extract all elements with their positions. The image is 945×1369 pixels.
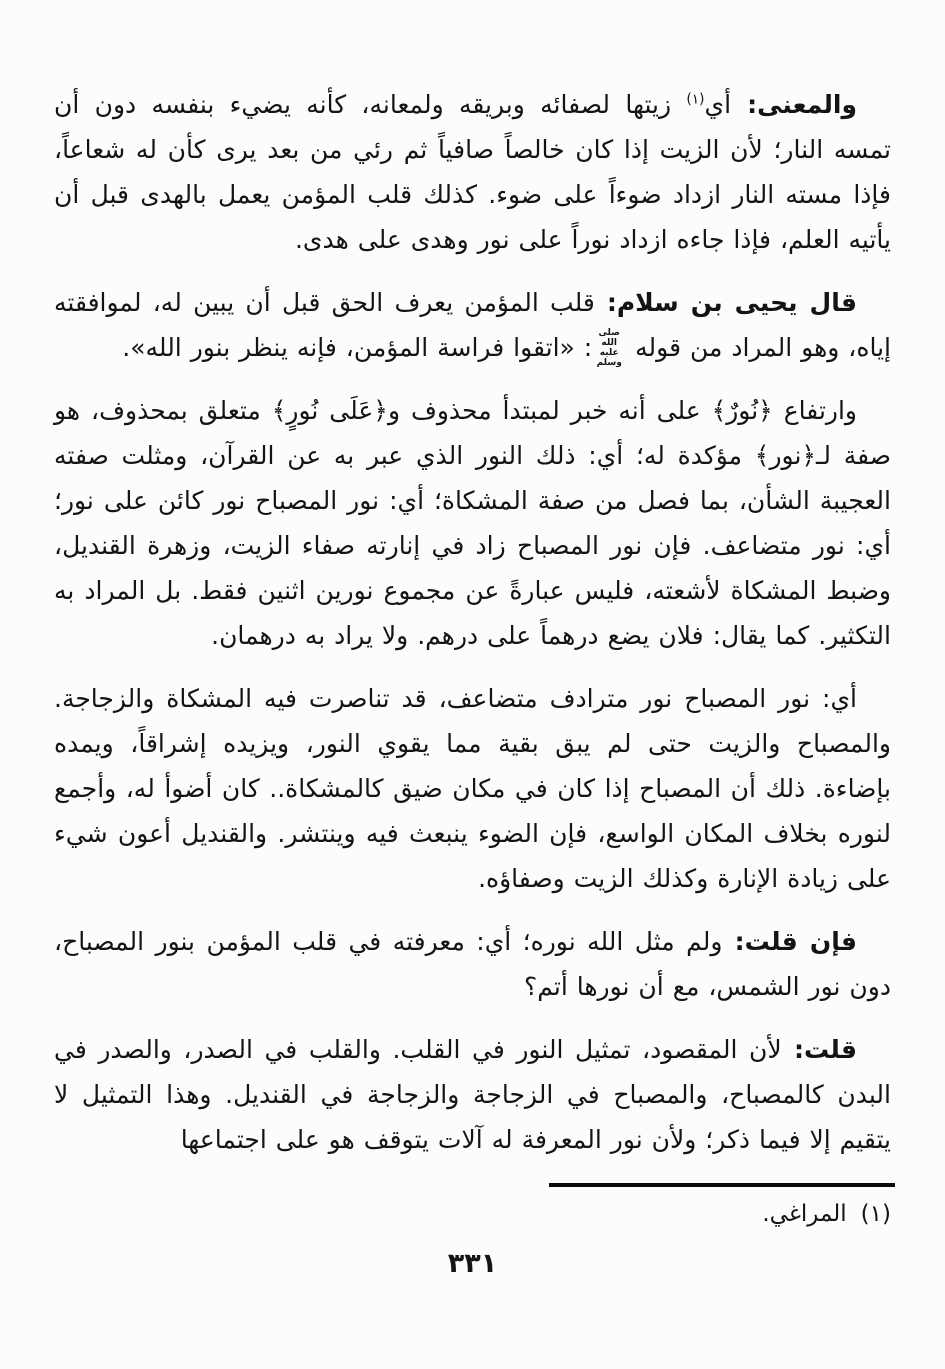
paragraph-text: أي: نور المصباح نور مترادف متضاعف، قد تناصرت فيه المشكاة والزجاجة. والمصباح والزيت حتى لم يبق بقية مما يقوي النور، ويزيده إشراقاً، ويمده بإضاءة. ذلك أن المصباح إذا كان في مكان ضيق كالمشكاة.. كان أضوأ له، وأجمع لنوره بخلاف المكان الواسع، فإن الضوء ينبعث فيه وينتشر. والقنديل أعون شيء على زيادة الإنارة وكذلك الزيت وصفاؤه. bbox=[54, 684, 891, 893]
footnote-reference: (١) bbox=[686, 91, 705, 108]
paragraph-question bbox=[54, 919, 891, 1009]
paragraph-grammar-analysis bbox=[54, 388, 891, 658]
paragraph-lead: والمعنى: bbox=[731, 90, 857, 119]
paragraph-text: ولم مثل الله نوره؛ أي: معرفته في قلب المؤمن بنور المصباح، دون نور الشمس، مع أن نورها أتم؟ bbox=[54, 927, 891, 1001]
paragraph-yahya-quote bbox=[54, 280, 891, 370]
footnote bbox=[549, 1187, 895, 1231]
footnote-marker: (١) bbox=[860, 1201, 891, 1227]
paragraph-lamp-light bbox=[54, 676, 891, 901]
paragraph-text: لأن المقصود، تمثيل النور في القلب. والقلب في الصدر، والصدر في البدن كالمصباح، والمصباح في الزجاجة والزجاجة في القنديل. وهذا التمثيل لا يتقيم إلا فيما ذكر؛ ولأن نور المعرفة له آلات يتوقف هو على اجتماعها bbox=[54, 1035, 891, 1154]
paragraph-text: قلب المؤمن يعرف الحق قبل أن يبين له، لموافقته إياه، وهو المراد من قوله bbox=[54, 288, 891, 362]
paragraph-lead: فإن قلت: bbox=[722, 927, 857, 956]
salawat-honorific-symbol: صلى الله عليه وسلم bbox=[596, 328, 622, 368]
footnote-area bbox=[549, 1183, 895, 1231]
paragraph-text: أي bbox=[704, 90, 732, 119]
paragraph-text: وارتفاع ﴿نُورٌ﴾ على أنه خبر لمبتدأ محذوف و﴿عَلَى نُورٍ﴾ متعلق بمحذوف، هو صفة لـ﴿نور﴾ مؤكدة له؛ أي: ذلك النور الذي عبر به عن القرآن، ومثلت صفته العجيبة الشأن، بما فصل من صفة المشكاة؛ أي: نور المصباح نور كائن على نور؛ أي: نور متضاعف. فإن نور المصباح زاد في إنارته صفاء الزيت، وزهرة القنديل، وضبط المشكاة لأشعته، فليس عبارةً عن مجموع نورين اثنين فقط. بل المراد به التكثير. كما يقال: فلان يضع درهماً على درهم. ولا يراد به درهمان. bbox=[54, 396, 891, 650]
footnote-text: المراغي. bbox=[762, 1201, 847, 1227]
paragraph-lead: قال يحيى بن سلام: bbox=[594, 288, 857, 317]
paragraph-lead: قلت: bbox=[781, 1035, 857, 1064]
paragraph-text: زيتها لصفائه وبريقه ولمعانه، كأنه يضيء بنفسه دون أن تمسه النار؛ لأن الزيت إذا كان خالصاً صافياً ثم رئي من بعد يرى كأن له شعاعاً، فإذا مسته النار ازداد ضوءاً على ضوء. كذلك قلب المؤمن يعمل بالهدى قبل أن يأتيه العلم، فإذا جاءه ازداد نوراً على نور وهدى على هدى. bbox=[54, 90, 891, 254]
paragraph-text: : «اتقوا فراسة المؤمن، فإنه ينظر بنور الله». bbox=[122, 333, 593, 362]
page-body bbox=[54, 82, 891, 1180]
page-number: ٣٣١ bbox=[447, 1248, 498, 1279]
paragraph-meaning bbox=[54, 82, 891, 262]
paragraph-answer bbox=[54, 1027, 891, 1162]
